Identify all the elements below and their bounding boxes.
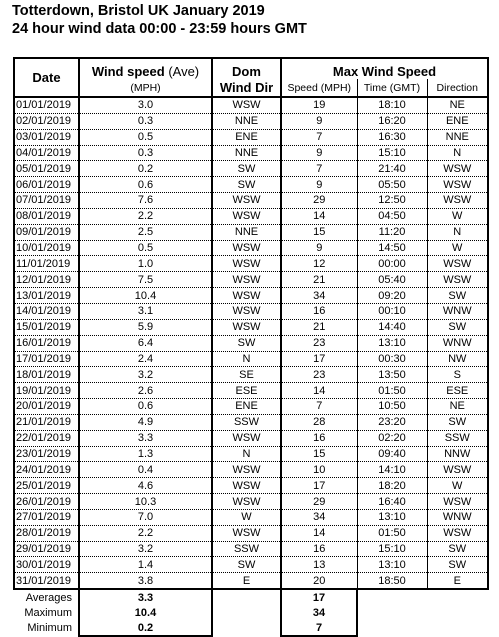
date-header: Date <box>14 58 79 97</box>
wind-speed-cell: 7.5 <box>79 272 212 288</box>
table-row <box>14 525 488 541</box>
direction-cell: WSW <box>427 525 488 541</box>
max-speed-cell: 9 <box>281 177 357 193</box>
date-cell: 05/01/2019 <box>14 161 79 177</box>
summary-empty <box>427 589 488 605</box>
dom-wind-dir-cell: SSW <box>212 541 281 557</box>
date-cell: 16/01/2019 <box>14 335 79 351</box>
time-cell: 11:20 <box>357 224 427 240</box>
direction-cell: NW <box>427 351 488 367</box>
wind-speed-cell: 0.5 <box>79 129 212 145</box>
wind-speed-cell: 7.6 <box>79 193 212 209</box>
summary-gap <box>212 605 281 620</box>
wind-speed-cell: 2.5 <box>79 224 212 240</box>
max-speed-cell: 20 <box>281 573 357 589</box>
summary-gap <box>212 589 281 605</box>
direction-cell: WSW <box>427 256 488 272</box>
summary-row <box>14 589 488 605</box>
table-row <box>14 288 488 304</box>
wind-speed-cell: 0.6 <box>79 177 212 193</box>
wind-speed-cell: 0.6 <box>79 399 212 415</box>
max-speed-cell: 23 <box>281 367 357 383</box>
dom-wind-dir-cell: NNE <box>212 145 281 161</box>
table-row <box>14 161 488 177</box>
direction-cell: N <box>427 224 488 240</box>
dom-wind-dir-cell: WSW <box>212 494 281 510</box>
direction-cell: NNE <box>427 129 488 145</box>
dom-wind-dir-cell: WSW <box>212 97 281 113</box>
wind-speed-cell: 1.4 <box>79 557 212 573</box>
table-row <box>14 446 488 462</box>
table-row <box>14 145 488 161</box>
date-cell: 17/01/2019 <box>14 351 79 367</box>
max-speed-cell: 15 <box>281 446 357 462</box>
summary-empty <box>357 589 427 605</box>
wind-data-table <box>13 57 489 637</box>
time-cell: 18:20 <box>357 478 427 494</box>
max-speed-cell: 28 <box>281 414 357 430</box>
direction-cell: SW <box>427 288 488 304</box>
max-speed-cell: 9 <box>281 240 357 256</box>
time-cell: 16:30 <box>357 129 427 145</box>
direction-cell: WNW <box>427 335 488 351</box>
date-cell: 15/01/2019 <box>14 319 79 335</box>
date-cell: 09/01/2019 <box>14 224 79 240</box>
max-speed-cell: 34 <box>281 288 357 304</box>
max-speed-cell: 9 <box>281 113 357 129</box>
wind-speed-cell: 10.3 <box>79 494 212 510</box>
max-speed-cell: 7 <box>281 129 357 145</box>
max-speed-cell: 29 <box>281 193 357 209</box>
direction-cell: WSW <box>427 193 488 209</box>
table-row <box>14 509 488 525</box>
time-cell: 09:40 <box>357 446 427 462</box>
dom-wind-dir-cell: N <box>212 446 281 462</box>
date-cell: 01/01/2019 <box>14 97 79 113</box>
date-cell: 28/01/2019 <box>14 525 79 541</box>
dom-wind-dir-cell: NNE <box>212 224 281 240</box>
date-cell: 20/01/2019 <box>14 399 79 415</box>
direction-cell: WSW <box>427 494 488 510</box>
direction-cell: NNW <box>427 446 488 462</box>
summary-empty <box>427 605 488 620</box>
wind-dir-header: Wind Dir <box>212 79 281 97</box>
direction-cell: W <box>427 208 488 224</box>
time-cell: 00:00 <box>357 256 427 272</box>
table-row <box>14 97 488 113</box>
max-speed-cell: 16 <box>281 303 357 319</box>
date-cell: 14/01/2019 <box>14 303 79 319</box>
wind-speed-cell: 3.1 <box>79 303 212 319</box>
table-row <box>14 240 488 256</box>
date-cell: 22/01/2019 <box>14 430 79 446</box>
max-speed-cell: 15 <box>281 224 357 240</box>
date-cell: 25/01/2019 <box>14 478 79 494</box>
max-speed-cell: 21 <box>281 319 357 335</box>
table-row <box>14 573 488 589</box>
max-speed-cell: 10 <box>281 462 357 478</box>
dom-wind-dir-cell: WSW <box>212 478 281 494</box>
date-cell: 23/01/2019 <box>14 446 79 462</box>
max-speed-cell: 16 <box>281 541 357 557</box>
wind-speed-cell: 2.2 <box>79 208 212 224</box>
time-cell: 01:50 <box>357 525 427 541</box>
dom-wind-dir-cell: WSW <box>212 462 281 478</box>
time-cell: 14:10 <box>357 462 427 478</box>
dom-header: Dom <box>212 58 281 79</box>
page-subtitle: 24 hour wind data 00:00 - 23:59 hours GMT <box>12 21 307 37</box>
time-cell: 14:50 <box>357 240 427 256</box>
wind-speed-cell: 3.0 <box>79 97 212 113</box>
table-row <box>14 208 488 224</box>
date-cell: 10/01/2019 <box>14 240 79 256</box>
max-speed-cell: 17 <box>281 478 357 494</box>
date-cell: 24/01/2019 <box>14 462 79 478</box>
direction-cell: NE <box>427 97 488 113</box>
time-cell: 16:20 <box>357 113 427 129</box>
table-row <box>14 303 488 319</box>
wind-speed-cell: 7.0 <box>79 509 212 525</box>
table-row <box>14 383 488 399</box>
wind-speed-cell: 0.3 <box>79 113 212 129</box>
time-cell: 09:20 <box>357 288 427 304</box>
dom-wind-dir-cell: WSW <box>212 256 281 272</box>
wind-speed-cell: 0.5 <box>79 240 212 256</box>
time-cell: 15:10 <box>357 541 427 557</box>
table-row <box>14 430 488 446</box>
dom-wind-dir-cell: ESE <box>212 383 281 399</box>
max-speed-cell: 34 <box>281 509 357 525</box>
max-speed-cell: 16 <box>281 430 357 446</box>
max-speed-cell: 13 <box>281 557 357 573</box>
direction-header: Direction <box>427 79 488 97</box>
table-row <box>14 478 488 494</box>
summary-max-speed: 7 <box>281 620 357 636</box>
dom-wind-dir-cell: N <box>212 351 281 367</box>
dom-wind-dir-cell: WSW <box>212 525 281 541</box>
wind-speed-cell: 2.4 <box>79 351 212 367</box>
direction-cell: W <box>427 478 488 494</box>
summary-label: Maximum <box>24 606 72 619</box>
time-cell: 14:40 <box>357 319 427 335</box>
table-row <box>14 399 488 415</box>
time-cell: 01:50 <box>357 383 427 399</box>
time-cell: 18:50 <box>357 573 427 589</box>
max-speed-cell: 23 <box>281 335 357 351</box>
dom-wind-dir-cell: SE <box>212 367 281 383</box>
date-cell: 26/01/2019 <box>14 494 79 510</box>
date-cell: 21/01/2019 <box>14 414 79 430</box>
wind-speed-cell: 1.0 <box>79 256 212 272</box>
dom-wind-dir-cell: SSW <box>212 414 281 430</box>
time-cell: 13:50 <box>357 367 427 383</box>
date-cell: 04/01/2019 <box>14 145 79 161</box>
dom-wind-dir-cell: WSW <box>212 240 281 256</box>
date-cell: 03/01/2019 <box>14 129 79 145</box>
wind-speed-cell: 10.4 <box>79 288 212 304</box>
page-title: Totterdown, Bristol UK January 2019 <box>12 3 265 19</box>
max-speed-cell: 29 <box>281 494 357 510</box>
table-row <box>14 557 488 573</box>
direction-cell: SW <box>427 557 488 573</box>
date-cell: 30/01/2019 <box>14 557 79 573</box>
summary-row <box>14 620 488 636</box>
dom-wind-dir-cell: WSW <box>212 430 281 446</box>
summary-max-speed: 34 <box>281 605 357 620</box>
direction-cell: WSW <box>427 161 488 177</box>
direction-cell: SW <box>427 414 488 430</box>
direction-cell: S <box>427 367 488 383</box>
table-row <box>14 351 488 367</box>
date-cell: 18/01/2019 <box>14 367 79 383</box>
max-wind-speed-header: Max Wind Speed <box>281 58 488 79</box>
wind-speed-cell: 3.2 <box>79 541 212 557</box>
date-cell: 19/01/2019 <box>14 383 79 399</box>
wind-speed-cell: 4.6 <box>79 478 212 494</box>
time-cell: 13:10 <box>357 557 427 573</box>
wind-speed-cell: 2.2 <box>79 525 212 541</box>
dom-wind-dir-cell: SW <box>212 335 281 351</box>
time-cell: 13:10 <box>357 335 427 351</box>
time-cell: 18:10 <box>357 97 427 113</box>
summary-wind-speed: 0.2 <box>79 620 212 636</box>
summary-empty <box>427 620 488 636</box>
time-cell: 12:50 <box>357 193 427 209</box>
table-body <box>14 97 488 589</box>
wind-speed-cell: 3.2 <box>79 367 212 383</box>
summary-label: Minimum <box>27 622 72 635</box>
time-cell: 02:20 <box>357 430 427 446</box>
date-cell: 06/01/2019 <box>14 177 79 193</box>
direction-cell: SW <box>427 541 488 557</box>
mph-subheader: (MPH) <box>79 79 212 97</box>
table-row <box>14 193 488 209</box>
max-speed-cell: 9 <box>281 145 357 161</box>
direction-cell: WSW <box>427 272 488 288</box>
wind-speed-cell: 0.3 <box>79 145 212 161</box>
direction-cell: SW <box>427 319 488 335</box>
date-cell: 27/01/2019 <box>14 509 79 525</box>
summary-body <box>14 589 488 636</box>
dom-wind-dir-cell: WSW <box>212 288 281 304</box>
wind-speed-cell: 1.3 <box>79 446 212 462</box>
direction-cell: N <box>427 145 488 161</box>
table-row <box>14 177 488 193</box>
time-cell: 10:50 <box>357 399 427 415</box>
date-cell: 13/01/2019 <box>14 288 79 304</box>
wind-speed-cell: 3.3 <box>79 430 212 446</box>
direction-cell: ESE <box>427 383 488 399</box>
wind-speed-cell: 0.4 <box>79 462 212 478</box>
wind-speed-cell: 5.9 <box>79 319 212 335</box>
dom-wind-dir-cell: WSW <box>212 272 281 288</box>
time-cell: 23:20 <box>357 414 427 430</box>
dom-wind-dir-cell: ENE <box>212 399 281 415</box>
wind-speed-header <box>79 58 212 79</box>
summary-empty <box>357 620 427 636</box>
summary-row <box>14 605 488 620</box>
dom-wind-dir-cell: W <box>212 509 281 525</box>
summary-max-speed: 17 <box>281 589 357 605</box>
max-speed-cell: 17 <box>281 351 357 367</box>
direction-cell: WNW <box>427 509 488 525</box>
table-row <box>14 494 488 510</box>
direction-cell: WSW <box>427 462 488 478</box>
direction-cell: WSW <box>427 177 488 193</box>
max-speed-cell: 14 <box>281 383 357 399</box>
dom-wind-dir-cell: WSW <box>212 303 281 319</box>
wind-speed-ave-label: (Ave) <box>168 64 200 79</box>
direction-cell: ENE <box>427 113 488 129</box>
time-cell: 00:30 <box>357 351 427 367</box>
date-cell: 02/01/2019 <box>14 113 79 129</box>
table-row <box>14 541 488 557</box>
table-row <box>14 224 488 240</box>
date-cell: 08/01/2019 <box>14 208 79 224</box>
time-cell: 21:40 <box>357 161 427 177</box>
table-row <box>14 335 488 351</box>
dom-wind-dir-cell: NNE <box>212 113 281 129</box>
time-cell: 13:10 <box>357 509 427 525</box>
summary-empty <box>357 605 427 620</box>
dom-wind-dir-cell: WSW <box>212 208 281 224</box>
max-speed-cell: 14 <box>281 525 357 541</box>
table-row <box>14 272 488 288</box>
summary-wind-speed: 3.3 <box>79 589 212 605</box>
dom-wind-dir-cell: SW <box>212 161 281 177</box>
max-speed-cell: 21 <box>281 272 357 288</box>
time-cell: 16:40 <box>357 494 427 510</box>
wind-speed-cell: 0.2 <box>79 161 212 177</box>
max-speed-cell: 7 <box>281 399 357 415</box>
dom-wind-dir-cell: SW <box>212 177 281 193</box>
table-row <box>14 462 488 478</box>
time-cell: 05:50 <box>357 177 427 193</box>
direction-cell: SSW <box>427 430 488 446</box>
wind-speed-label: Wind speed <box>91 64 165 79</box>
wind-speed-cell: 3.8 <box>79 573 212 589</box>
date-cell: 11/01/2019 <box>14 256 79 272</box>
date-cell: 07/01/2019 <box>14 193 79 209</box>
table-row <box>14 113 488 129</box>
date-cell: 31/01/2019 <box>14 573 79 589</box>
direction-cell: W <box>427 240 488 256</box>
wind-speed-cell: 2.6 <box>79 383 212 399</box>
max-speed-cell: 14 <box>281 208 357 224</box>
time-cell: 00:10 <box>357 303 427 319</box>
max-speed-cell: 19 <box>281 97 357 113</box>
speed-mph-header: Speed (MPH) <box>281 79 357 97</box>
summary-wind-speed: 10.4 <box>79 605 212 620</box>
date-cell: 29/01/2019 <box>14 541 79 557</box>
wind-speed-cell: 6.4 <box>79 335 212 351</box>
dom-wind-dir-cell: SW <box>212 557 281 573</box>
dom-wind-dir-cell: WSW <box>212 193 281 209</box>
table-row <box>14 129 488 145</box>
dom-wind-dir-cell: E <box>212 573 281 589</box>
dom-wind-dir-cell: WSW <box>212 319 281 335</box>
summary-label: Averages <box>25 591 72 604</box>
max-speed-cell: 12 <box>281 256 357 272</box>
table-row <box>14 256 488 272</box>
wind-speed-cell: 4.9 <box>79 414 212 430</box>
time-cell: 04:50 <box>357 208 427 224</box>
time-gmt-header: Time (GMT) <box>357 79 427 97</box>
table-row <box>14 319 488 335</box>
direction-cell: E <box>427 573 488 589</box>
dom-wind-dir-cell: ENE <box>212 129 281 145</box>
direction-cell: WNW <box>427 303 488 319</box>
table-row <box>14 414 488 430</box>
table-row <box>14 367 488 383</box>
time-cell: 15:10 <box>357 145 427 161</box>
time-cell: 05:40 <box>357 272 427 288</box>
summary-gap <box>212 620 281 636</box>
date-cell: 12/01/2019 <box>14 272 79 288</box>
direction-cell: NE <box>427 399 488 415</box>
max-speed-cell: 7 <box>281 161 357 177</box>
